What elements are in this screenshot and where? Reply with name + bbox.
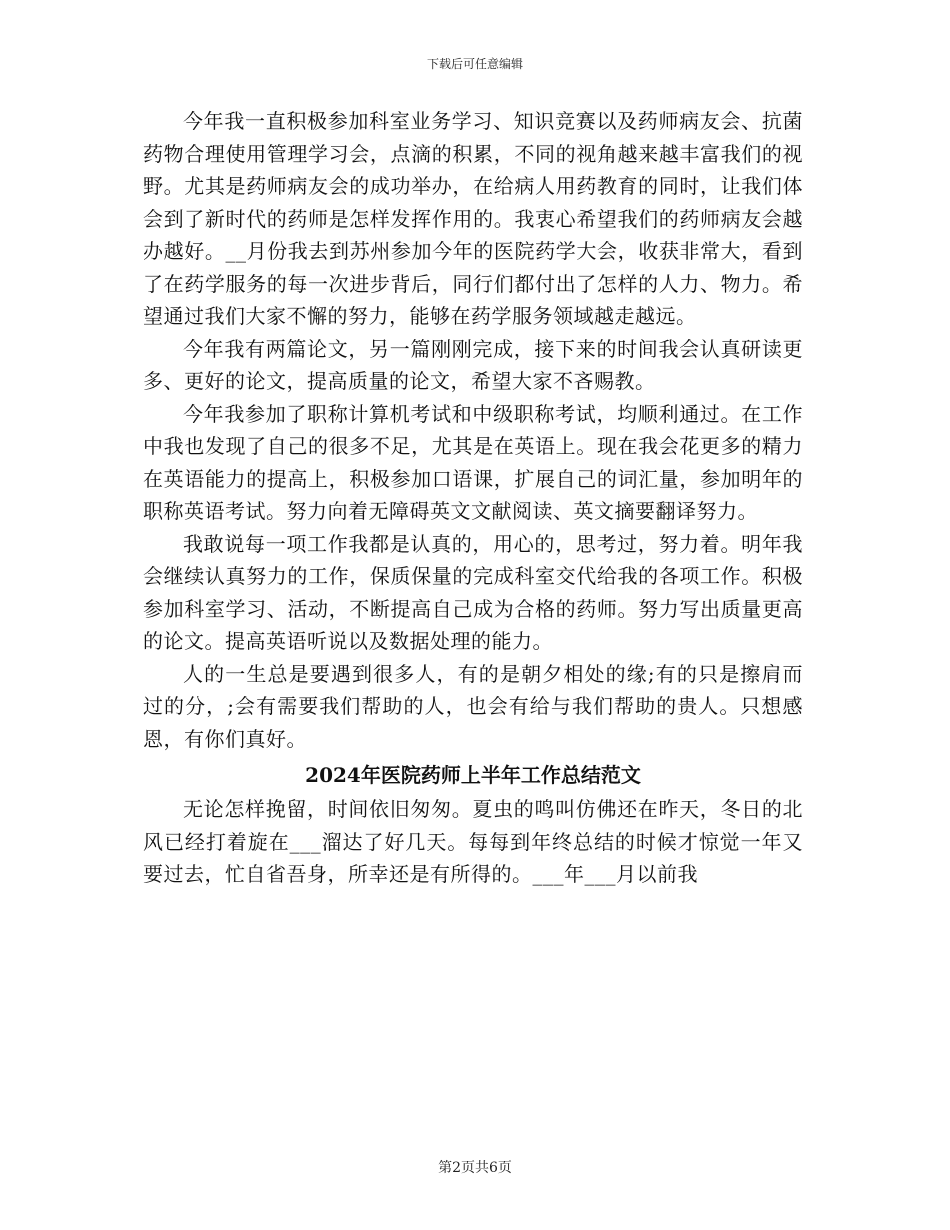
page-footer: 第2页共6页 — [438, 1160, 512, 1176]
paragraph: 今年我一直积极参加科室业务学习、知识竞赛以及药师病友会、抗菌药物合理使用管理学习会，点滴的积累，不同的视角越来越丰富我们的视野。尤其是药师病友会的成功举办，在给病人用药教育的同时，让我们体会到了新时代的药师是怎样发挥作用的。我衷心希望我们的药师病友会越办越好。__月份我去到苏州参加今年的医院药学大会，收获非常大，看到了在药学服务的每一次进步背后，同行们都付出了怎样的人力、物力。希望通过我们大家不懈的努力，能够在药学服务领域越走越远。 — [143, 109, 803, 328]
paragraph: 人的一生总是要遇到很多人，有的是朝夕相处的缘;有的只是擦肩而过的分，;会有需要我们帮助的人，也会有给与我们帮助的贵人。只想感恩，有你们真好。 — [143, 661, 803, 751]
paragraph: 无论怎样挽留，时间依旧匆匆。夏虫的鸣叫仿佛还在昨天，冬日的北风已经打着旋在___溜达了好几天。每每到年终总结的时候才惊觉一年又要过去，忙自省吾身，所幸还是有所得的。___年___月以前我 — [143, 797, 803, 886]
paragraph: 我敢说每一项工作我都是认真的，用心的，思考过，努力着。明年我会继续认真努力的工作，保质保量的完成科室交代给我的各项工作。积极参加科室学习、活动，不断提高自己成为合格的药师。努力写出质量更高的论文。提高英语听说以及数据处理的能力。 — [143, 531, 803, 653]
page-header: 下载后可任意编辑 — [426, 57, 523, 71]
document-body — [143, 105, 803, 891]
paragraph: 今年我参加了职称计算机考试和中级职称考试，均顺利通过。在工作中我也发现了自己的很多不足，尤其是在英语上。现在我会花更多的精力在英语能力的提高上，积极参加口语课，扩展自己的词汇量，参加明年的职称英语考试。努力向着无障碍英文文献阅读、英文摘要翻译努力。 — [143, 401, 803, 523]
section-title: 2024年医院药师上半年工作总结范文 — [305, 763, 641, 787]
paragraph: 今年我有两篇论文，另一篇刚刚完成，接下来的时间我会认真研读更多、更好的论文，提高质量的论文，希望大家不吝赐教。 — [143, 336, 803, 393]
